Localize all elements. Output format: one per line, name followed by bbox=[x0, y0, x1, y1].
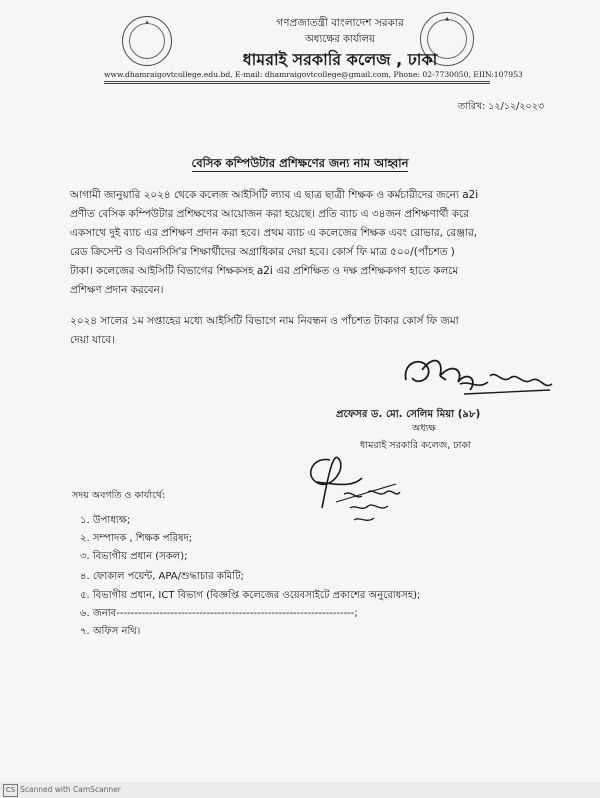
body-line: রেড ক্রিসেন্ট ও বিএনসিসি'র শিক্ষার্থীদের অগ্রাধিকার দেয়া হবে। কোর্স ফি মাত্র ৫০০/(পাঁচশত ) bbox=[70, 246, 455, 258]
body-paragraph-1 bbox=[70, 186, 540, 300]
office-title: অধ্যক্ষের কার্যালয় bbox=[305, 34, 375, 45]
signatory-institution: ধামরাই সরকারি কলেজ, ঢাকা bbox=[360, 440, 471, 451]
scanner-caption: Scanned with CamScanner bbox=[20, 785, 121, 794]
signatory-designation: অধ্যক্ষ bbox=[412, 423, 437, 434]
body-line: টাকা। কলেজের আইসিটি বিভাগের শিক্ষকসহ a2i এর প্রশিক্ষিত ও দক্ষ প্রশিক্ষকগণ হাতে কলমে bbox=[70, 265, 459, 277]
cc-item: ৩. বিভাগীয় প্রধান (সকল); bbox=[80, 551, 188, 562]
cc-item: ৭. অফিস নথি। bbox=[80, 626, 141, 637]
body-line: প্রশিক্ষণ প্রদান করবেন। bbox=[70, 284, 164, 296]
subject-text: বেসিক কম্পিউটার প্রশিক্ষণের জন্য নাম আহ্বান bbox=[191, 156, 409, 170]
cc-item: ৬. জনাব------------------------------------------------------------------; bbox=[80, 608, 358, 619]
body-paragraph-2 bbox=[70, 312, 540, 350]
body-line: প্রণীত বেসিক কম্পিউটার প্রশিক্ষণের আয়োজন করা হয়েছে। প্রতি ব্যাচ এ ৩৪জন প্রশিক্ষণার্থী করে bbox=[70, 208, 469, 220]
cc-label: সদয় অবগতি ও কার্যার্থে: bbox=[72, 490, 166, 501]
subject-heading bbox=[0, 155, 600, 174]
body-line: ২০২৪ সালের ১ম সপ্তাহের মধ্যে আইসিটি বিভাগে নাম নিবন্ধন ও পাঁচশত টাকার কোর্স ফি জমা bbox=[70, 315, 459, 327]
header-divider-2 bbox=[104, 83, 490, 84]
government-seal-icon: ★ bbox=[122, 16, 172, 66]
body-line: একসাথে দুই ব্যাচ এর প্রশিক্ষণ প্রদান করা হবে। প্রথম ব্যাচ এ কলেজের শিক্ষক এবং রোভার, রেঞ্জার, bbox=[70, 227, 478, 239]
signatory-name: প্রফেসর ড. মো. সেলিম মিয়া (৯৮) bbox=[336, 409, 481, 420]
body-line: আগামী জানুয়ারি ২০২৪ থেকে কলেজ আইসিটি ল্যাব এ ছাত্র ছাত্রী শিক্ষক ও কর্মচারীদের জন্যে a2i bbox=[70, 189, 479, 201]
government-title: গণপ্রজাতন্ত্রী বাংলাদেশ সরকার bbox=[276, 17, 404, 29]
cc-item: ১. উপাধ্যক্ষ; bbox=[80, 515, 131, 526]
header-divider bbox=[104, 81, 490, 82]
camscanner-logo-icon: CS bbox=[3, 784, 18, 797]
endorsement-signature-icon bbox=[296, 448, 416, 530]
principal-signature-icon bbox=[400, 350, 560, 406]
cc-item: ২. সম্পাদক , শিক্ষক পরিষদ; bbox=[80, 533, 193, 544]
cc-item: ৫. বিভাগীয় প্রধান, ICT বিভাগ (বিজ্ঞপ্তি কলেজের ওয়েবসাইটে প্রকাশের অনুরোধসহ); bbox=[80, 590, 421, 601]
cc-item: ৪. ফোকাল পয়েন্ট, APA/শুদ্ধাচার কমিটি; bbox=[80, 571, 244, 582]
scanner-footer bbox=[0, 782, 600, 798]
body-line: দেয়া যাবে। bbox=[70, 334, 115, 346]
college-seal-icon: ▲ bbox=[420, 12, 474, 66]
memo-date: তারিখ: ১২/১২/২০২৩ bbox=[458, 101, 545, 112]
college-title: ধামরাই সরকারি কলেজ , ঢাকা bbox=[242, 50, 438, 69]
contact-line: www.dhamraigovtcollege.edu.bd, E-mail: dhamraigovtcollege@gmail.com, Phone: 02-7730050, EIIN:107953 bbox=[104, 70, 523, 79]
